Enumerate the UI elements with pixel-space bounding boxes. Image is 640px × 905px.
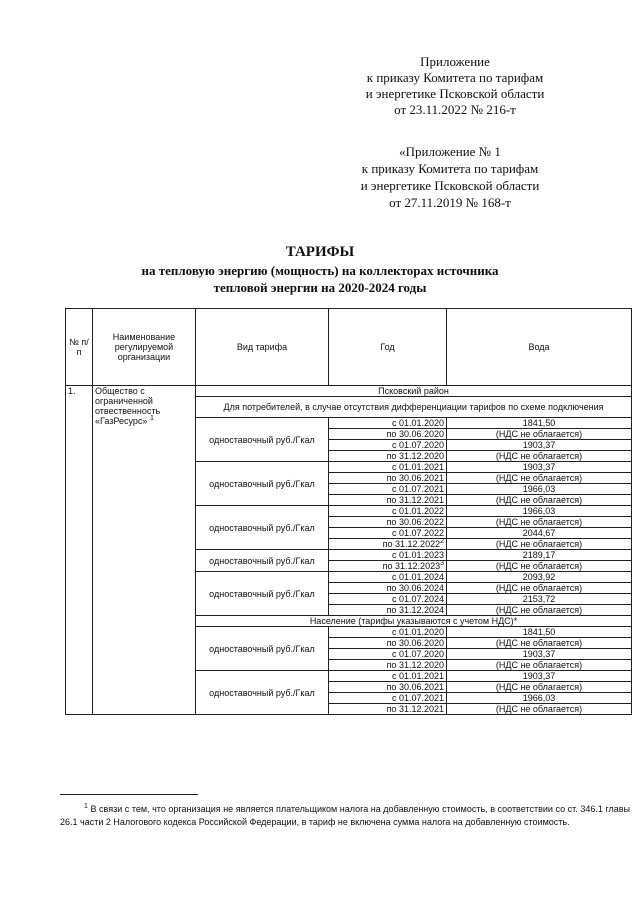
- period-to-text: по 31.12.2024: [386, 605, 444, 615]
- header-tariff-type: Вид тарифа: [196, 309, 329, 386]
- header-year: Год: [329, 309, 447, 386]
- footnote-separator: [60, 794, 198, 795]
- header-water: Вода: [447, 309, 632, 386]
- period-to-text: по 30.06.2020: [386, 638, 444, 648]
- period-to: [329, 561, 447, 572]
- period-to: [329, 451, 447, 462]
- table-body: [66, 386, 632, 715]
- appendix-line: и энергетике Псковской области: [360, 178, 540, 193]
- period-from: с 01.01.2020: [329, 418, 447, 429]
- appendix-line: от 27.11.2019 № 168-т: [389, 195, 511, 210]
- period-from: с 01.07.2021: [329, 693, 447, 704]
- footnote: [60, 803, 630, 829]
- tariff-value: 1903,37: [447, 649, 632, 660]
- vat-note: (НДС не облагается): [447, 517, 632, 528]
- period-to: [329, 539, 447, 550]
- tariff-value: 1841,50: [447, 627, 632, 638]
- appendix-line: к приказу Комитета по тарифам: [361, 161, 539, 176]
- document-title: [100, 242, 540, 296]
- tariff-type-cell: одноставочный руб./Гкал: [196, 506, 329, 550]
- vat-note: (НДС не облагается): [447, 704, 632, 715]
- period-to-text: по 31.12.2021: [386, 704, 444, 714]
- appendix-header-current: [340, 54, 570, 118]
- tariff-table: [65, 308, 632, 715]
- section-consumers: Для потребителей, в случае отсутствия дифференциации тарифов по схеме подключения: [196, 397, 632, 418]
- period-to: [329, 605, 447, 616]
- period-to: [329, 660, 447, 671]
- period-to-text: по 31.12.2023: [382, 561, 441, 571]
- tariff-value: 1966,03: [447, 693, 632, 704]
- vat-note: (НДС не облагается): [447, 451, 632, 462]
- title-main: ТАРИФЫ: [285, 244, 355, 260]
- appendix-line: «Приложение № 1: [399, 144, 501, 159]
- period-from: с 01.01.2024: [329, 572, 447, 583]
- period-to-text: по 31.12.2020: [386, 451, 444, 461]
- tariff-value: 1903,37: [447, 440, 632, 451]
- period-to: [329, 495, 447, 506]
- organization-name: Общество с ограниченной отвественность «ГазРесурс» $^1$: [93, 386, 196, 715]
- period-from: с 01.01.2021: [329, 462, 447, 473]
- tariff-type-cell: одноставочный руб./Гкал: [196, 550, 329, 572]
- vat-note: (НДС не облагается): [447, 473, 632, 484]
- period-to: [329, 704, 447, 715]
- appendix-line: Приложение: [420, 54, 490, 69]
- period-from: с 01.07.2021: [329, 484, 447, 495]
- vat-note: (НДС не облагается): [447, 429, 632, 440]
- district-name: Псковский район: [196, 386, 632, 397]
- period-to: [329, 583, 447, 594]
- tariff-value: 2189,17: [447, 550, 632, 561]
- period-from: с 01.07.2022: [329, 528, 447, 539]
- tariff-value: 1903,37: [447, 671, 632, 682]
- appendix-line: и энергетике Псковской области: [365, 86, 545, 101]
- period-to-text: по 30.06.2024: [386, 583, 444, 593]
- vat-note: (НДС не облагается): [447, 583, 632, 594]
- vat-note: (НДС не облагается): [447, 561, 632, 572]
- tariff-value: 1903,37: [447, 462, 632, 473]
- vat-note: (НДС не облагается): [447, 638, 632, 649]
- period-to-text: по 31.12.2021: [386, 495, 444, 505]
- tariff-type-cell: одноставочный руб./Гкал: [196, 462, 329, 506]
- period-from: с 01.07.2020: [329, 440, 447, 451]
- period-to: [329, 473, 447, 484]
- period-to-text: по 30.06.2020: [386, 429, 444, 439]
- table-header-row: [66, 309, 632, 386]
- row-number: 1.: [66, 386, 93, 715]
- period-from: с 01.01.2023: [329, 550, 447, 561]
- tariff-value: 2153,72: [447, 594, 632, 605]
- appendix-line: от 23.11.2022 № 216-т: [394, 102, 516, 117]
- vat-note: (НДС не облагается): [447, 682, 632, 693]
- period-to-text: по 31.12.2020: [386, 660, 444, 670]
- period-to: [329, 682, 447, 693]
- table-row: [66, 386, 632, 397]
- title-sub: на тепловую энергию (мощность) на коллекторах источника: [141, 263, 499, 278]
- period-footnote-mark: 2: [440, 538, 444, 545]
- appendix-header-original: [330, 143, 570, 211]
- period-from: с 01.07.2020: [329, 649, 447, 660]
- tariff-type-cell: одноставочный руб./Гкал: [196, 418, 329, 462]
- period-from: с 01.01.2022: [329, 506, 447, 517]
- period-to-text: по 30.06.2021: [386, 682, 444, 692]
- tariff-type-cell: одноставочный руб./Гкал: [196, 627, 329, 671]
- footnote-number: 1: [84, 803, 88, 810]
- header-num: № п/п: [66, 309, 93, 386]
- vat-note: (НДС не облагается): [447, 495, 632, 506]
- period-to-text: по 30.06.2021: [386, 473, 444, 483]
- period-to: [329, 429, 447, 440]
- tariff-value: 1966,03: [447, 506, 632, 517]
- footnote-mark: 1: [149, 415, 154, 422]
- tariff-value: 1841,50: [447, 418, 632, 429]
- section-population: Население (тарифы указываются с учетом НДС)*: [196, 616, 632, 627]
- period-footnote-mark: 3: [440, 560, 444, 567]
- footnote-text: В связи с тем, что организация не является плательщиком налога на добавленную стоимость, в соответствии со ст. 346.1 главы 26.1 части 2 Налогового кодекса Российской Федерации, в тариф не включена сумма налога на добавленную стоимость.: [60, 804, 630, 827]
- tariff-value: 2044,67: [447, 528, 632, 539]
- period-to: [329, 517, 447, 528]
- period-to-text: по 31.12.2022: [382, 539, 441, 549]
- vat-note: (НДС не облагается): [447, 539, 632, 550]
- header-organization: Наименование регулируемой организации: [93, 309, 196, 386]
- period-from: с 01.07.2024: [329, 594, 447, 605]
- appendix-line: к приказу Комитета по тарифам: [366, 70, 544, 85]
- period-from: с 01.01.2020: [329, 627, 447, 638]
- period-to: [329, 638, 447, 649]
- title-sub: тепловой энергии на 2020-2024 годы: [213, 280, 427, 295]
- tariff-type-cell: одноставочный руб./Гкал: [196, 671, 329, 715]
- vat-note: (НДС не облагается): [447, 660, 632, 671]
- tariff-value: 2093,92: [447, 572, 632, 583]
- tariff-type-cell: одноставочный руб./Гкал: [196, 572, 329, 616]
- period-from: с 01.01.2021: [329, 671, 447, 682]
- tariff-value: 1966,03: [447, 484, 632, 495]
- vat-note: (НДС не облагается): [447, 605, 632, 616]
- period-to-text: по 30.06.2022: [386, 517, 444, 527]
